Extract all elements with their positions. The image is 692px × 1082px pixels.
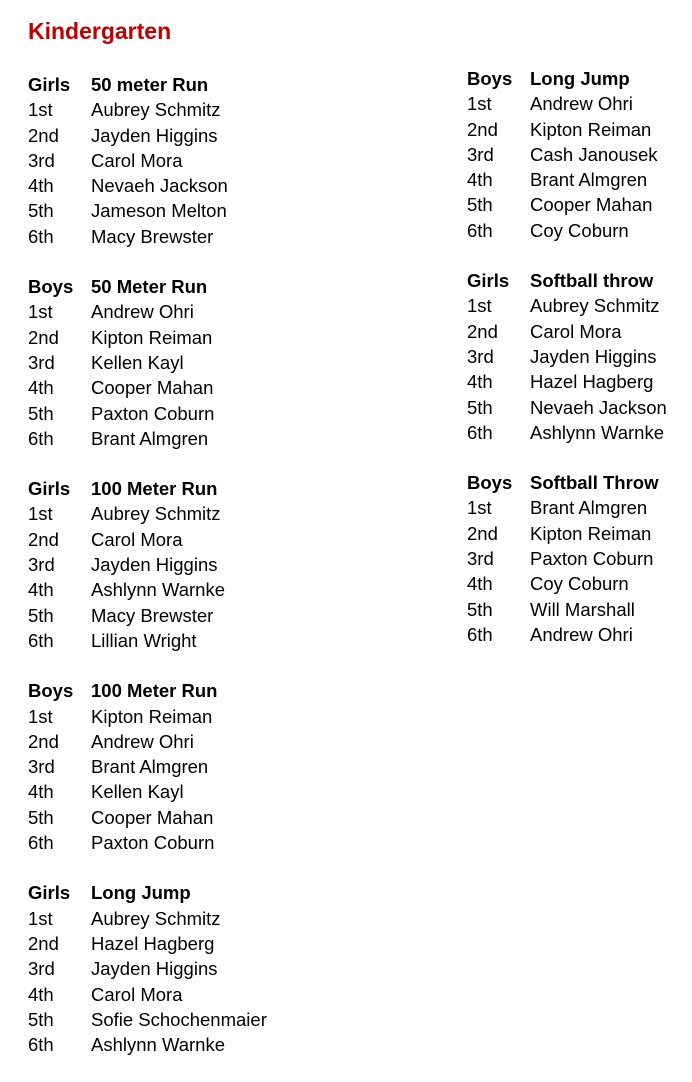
result-row bbox=[28, 375, 267, 400]
athlete-name: Aubrey Schmitz bbox=[91, 907, 221, 929]
athlete-name: Andrew Ohri bbox=[530, 623, 633, 645]
athlete-name: Coy Coburn bbox=[530, 573, 629, 595]
athlete-name: Kipton Reiman bbox=[91, 326, 213, 348]
athlete-name: Kipton Reiman bbox=[530, 522, 652, 544]
athlete-name: Jayden Higgins bbox=[91, 124, 218, 146]
athlete-name: Kipton Reiman bbox=[91, 705, 213, 727]
result-row bbox=[28, 754, 267, 779]
athlete-name: Hazel Hagberg bbox=[530, 371, 654, 393]
athlete-name: Cooper Mahan bbox=[530, 194, 653, 216]
event-block bbox=[467, 66, 667, 243]
athlete-name: Andrew Ohri bbox=[91, 301, 194, 323]
result-row bbox=[28, 552, 267, 577]
place-label: 3rd bbox=[28, 958, 55, 980]
place-label: 6th bbox=[28, 832, 54, 854]
result-row bbox=[28, 1007, 267, 1032]
athlete-name: Carol Mora bbox=[530, 320, 622, 342]
place-label: 5th bbox=[467, 396, 493, 418]
result-row bbox=[467, 319, 667, 344]
place-label: 1st bbox=[28, 907, 53, 929]
result-row bbox=[28, 123, 267, 148]
result-row bbox=[28, 501, 267, 526]
athlete-name: Ashlynn Warnke bbox=[91, 1034, 226, 1056]
result-row bbox=[28, 401, 267, 426]
place-label: 3rd bbox=[467, 143, 494, 165]
athlete-name: Paxton Coburn bbox=[91, 832, 215, 854]
event-block bbox=[28, 678, 267, 855]
place-label: 4th bbox=[467, 169, 493, 191]
event-block bbox=[28, 274, 267, 451]
event-gender: Boys bbox=[467, 68, 513, 89]
athlete-name: Carol Mora bbox=[91, 149, 183, 171]
place-label: 5th bbox=[467, 194, 493, 216]
place-label: 6th bbox=[28, 1034, 54, 1056]
event-title: 50 Meter Run bbox=[91, 276, 208, 298]
event-header bbox=[28, 678, 267, 703]
place-label: 6th bbox=[467, 623, 493, 645]
athlete-name: Cooper Mahan bbox=[91, 806, 214, 828]
athlete-name: Brant Almgren bbox=[530, 497, 648, 519]
result-row bbox=[467, 293, 667, 318]
place-label: 3rd bbox=[28, 554, 55, 576]
athlete-name: Paxton Coburn bbox=[530, 548, 654, 570]
result-row bbox=[467, 192, 667, 217]
result-row bbox=[28, 603, 267, 628]
event-gender: Girls bbox=[28, 478, 71, 500]
event-block bbox=[467, 268, 667, 445]
place-label: 6th bbox=[28, 629, 54, 651]
place-label: 5th bbox=[28, 402, 54, 424]
place-label: 2nd bbox=[467, 320, 498, 342]
place-label: 5th bbox=[28, 1008, 54, 1030]
athlete-name: Macy Brewster bbox=[91, 225, 214, 247]
event-header bbox=[28, 476, 267, 501]
result-row bbox=[28, 198, 267, 223]
result-row bbox=[28, 426, 267, 451]
page-title: Kindergarten bbox=[28, 18, 172, 44]
athlete-name: Brant Almgren bbox=[91, 427, 209, 449]
athlete-name: Aubrey Schmitz bbox=[91, 503, 221, 525]
event-header bbox=[467, 66, 667, 91]
event-title: 50 meter Run bbox=[91, 74, 209, 95]
place-label: 2nd bbox=[28, 932, 59, 954]
event-gender: Boys bbox=[467, 472, 513, 494]
result-row bbox=[467, 142, 667, 167]
result-row bbox=[28, 148, 267, 173]
place-label: 2nd bbox=[28, 528, 59, 550]
result-row bbox=[28, 830, 267, 855]
event-gender: Girls bbox=[28, 74, 71, 95]
result-row bbox=[467, 167, 667, 192]
athlete-name: Kellen Kayl bbox=[91, 781, 184, 803]
result-row bbox=[467, 117, 667, 142]
place-label: 2nd bbox=[28, 326, 59, 348]
place-label: 2nd bbox=[467, 522, 498, 544]
event-block bbox=[28, 72, 267, 249]
place-label: 6th bbox=[467, 219, 493, 241]
athlete-name: Carol Mora bbox=[91, 983, 183, 1005]
place-label: 5th bbox=[467, 598, 493, 620]
athlete-name: Jayden Higgins bbox=[91, 554, 218, 576]
place-label: 4th bbox=[467, 573, 493, 595]
place-label: 2nd bbox=[28, 124, 59, 146]
result-row bbox=[467, 369, 667, 394]
event-gender: Boys bbox=[28, 276, 74, 298]
result-row bbox=[28, 224, 267, 249]
event-header bbox=[467, 268, 667, 293]
result-row bbox=[28, 956, 267, 981]
left-column bbox=[28, 72, 267, 1082]
event-header bbox=[467, 470, 667, 495]
place-label: 1st bbox=[467, 497, 492, 519]
result-row bbox=[467, 91, 667, 116]
athlete-name: Paxton Coburn bbox=[91, 402, 215, 424]
event-block bbox=[467, 470, 667, 647]
place-label: 5th bbox=[28, 604, 54, 626]
event-gender: Girls bbox=[467, 270, 510, 292]
result-row bbox=[28, 325, 267, 350]
athlete-name: Hazel Hagberg bbox=[91, 932, 215, 954]
place-label: 2nd bbox=[467, 118, 498, 140]
event-block bbox=[28, 476, 267, 653]
athlete-name: Will Marshall bbox=[530, 598, 635, 620]
place-label: 1st bbox=[28, 99, 53, 121]
event-header bbox=[28, 274, 267, 299]
place-label: 4th bbox=[467, 371, 493, 393]
event-title: 100 Meter Run bbox=[91, 478, 218, 500]
result-row bbox=[28, 805, 267, 830]
athlete-name: Aubrey Schmitz bbox=[530, 295, 660, 317]
event-title: 100 Meter Run bbox=[91, 680, 218, 702]
event-header bbox=[28, 880, 267, 905]
athlete-name: Kipton Reiman bbox=[530, 118, 652, 140]
place-label: 4th bbox=[28, 579, 54, 601]
event-block bbox=[28, 880, 267, 1057]
event-gender: Boys bbox=[28, 680, 74, 702]
event-gender: Girls bbox=[28, 882, 71, 904]
place-label: 5th bbox=[28, 806, 54, 828]
place-label: 1st bbox=[28, 301, 53, 323]
event-title: Long Jump bbox=[530, 68, 630, 89]
athlete-name: Lillian Wright bbox=[91, 629, 197, 651]
result-row bbox=[28, 173, 267, 198]
athlete-name: Sofie Schochenmaier bbox=[91, 1008, 267, 1030]
athlete-name: Jayden Higgins bbox=[530, 345, 657, 367]
athlete-name: Nevaeh Jackson bbox=[530, 396, 667, 418]
result-row bbox=[467, 622, 667, 647]
result-row bbox=[28, 1032, 267, 1057]
result-row bbox=[28, 931, 267, 956]
athlete-name: Ashlynn Warnke bbox=[530, 421, 665, 443]
result-row bbox=[467, 571, 667, 596]
event-title: Long Jump bbox=[91, 882, 191, 904]
result-row bbox=[28, 577, 267, 602]
place-label: 1st bbox=[467, 93, 492, 115]
place-label: 4th bbox=[28, 983, 54, 1005]
place-label: 3rd bbox=[28, 351, 55, 373]
event-title: Softball Throw bbox=[530, 472, 659, 494]
place-label: 1st bbox=[28, 503, 53, 525]
athlete-name: Brant Almgren bbox=[530, 169, 648, 191]
result-row bbox=[28, 350, 267, 375]
place-label: 2nd bbox=[28, 730, 59, 752]
result-row bbox=[28, 982, 267, 1007]
result-row bbox=[467, 344, 667, 369]
athlete-name: Andrew Ohri bbox=[91, 730, 194, 752]
result-row bbox=[467, 395, 667, 420]
athlete-name: Cash Janousek bbox=[530, 143, 658, 165]
place-label: 4th bbox=[28, 175, 54, 197]
place-label: 1st bbox=[467, 295, 492, 317]
place-label: 4th bbox=[28, 781, 54, 803]
athlete-name: Jayden Higgins bbox=[91, 958, 218, 980]
athlete-name: Aubrey Schmitz bbox=[91, 99, 221, 121]
result-row bbox=[467, 218, 667, 243]
place-label: 6th bbox=[467, 421, 493, 443]
athlete-name: Brant Almgren bbox=[91, 756, 209, 778]
athlete-name: Carol Mora bbox=[91, 528, 183, 550]
athlete-name: Kellen Kayl bbox=[91, 351, 184, 373]
result-row bbox=[28, 704, 267, 729]
athlete-name: Jameson Melton bbox=[91, 200, 227, 222]
place-label: 3rd bbox=[28, 756, 55, 778]
event-header bbox=[28, 72, 267, 97]
result-row bbox=[28, 906, 267, 931]
place-label: 4th bbox=[28, 377, 54, 399]
athlete-name: Ashlynn Warnke bbox=[91, 579, 226, 601]
event-title: Softball throw bbox=[530, 270, 654, 292]
result-row bbox=[28, 779, 267, 804]
result-row bbox=[467, 420, 667, 445]
athlete-name: Nevaeh Jackson bbox=[91, 175, 228, 197]
athlete-name: Coy Coburn bbox=[530, 219, 629, 241]
place-label: 3rd bbox=[467, 345, 494, 367]
result-row bbox=[28, 97, 267, 122]
athlete-name: Cooper Mahan bbox=[91, 377, 214, 399]
result-row bbox=[467, 521, 667, 546]
result-row bbox=[467, 495, 667, 520]
place-label: 6th bbox=[28, 427, 54, 449]
athlete-name: Macy Brewster bbox=[91, 604, 214, 626]
result-row bbox=[28, 527, 267, 552]
place-label: 1st bbox=[28, 705, 53, 727]
result-row bbox=[28, 299, 267, 324]
right-column bbox=[467, 66, 667, 672]
result-row bbox=[28, 729, 267, 754]
result-row bbox=[467, 597, 667, 622]
result-row bbox=[467, 546, 667, 571]
place-label: 3rd bbox=[467, 548, 494, 570]
place-label: 5th bbox=[28, 200, 54, 222]
athlete-name: Andrew Ohri bbox=[530, 93, 633, 115]
place-label: 3rd bbox=[28, 149, 55, 171]
place-label: 6th bbox=[28, 225, 54, 247]
result-row bbox=[28, 628, 267, 653]
